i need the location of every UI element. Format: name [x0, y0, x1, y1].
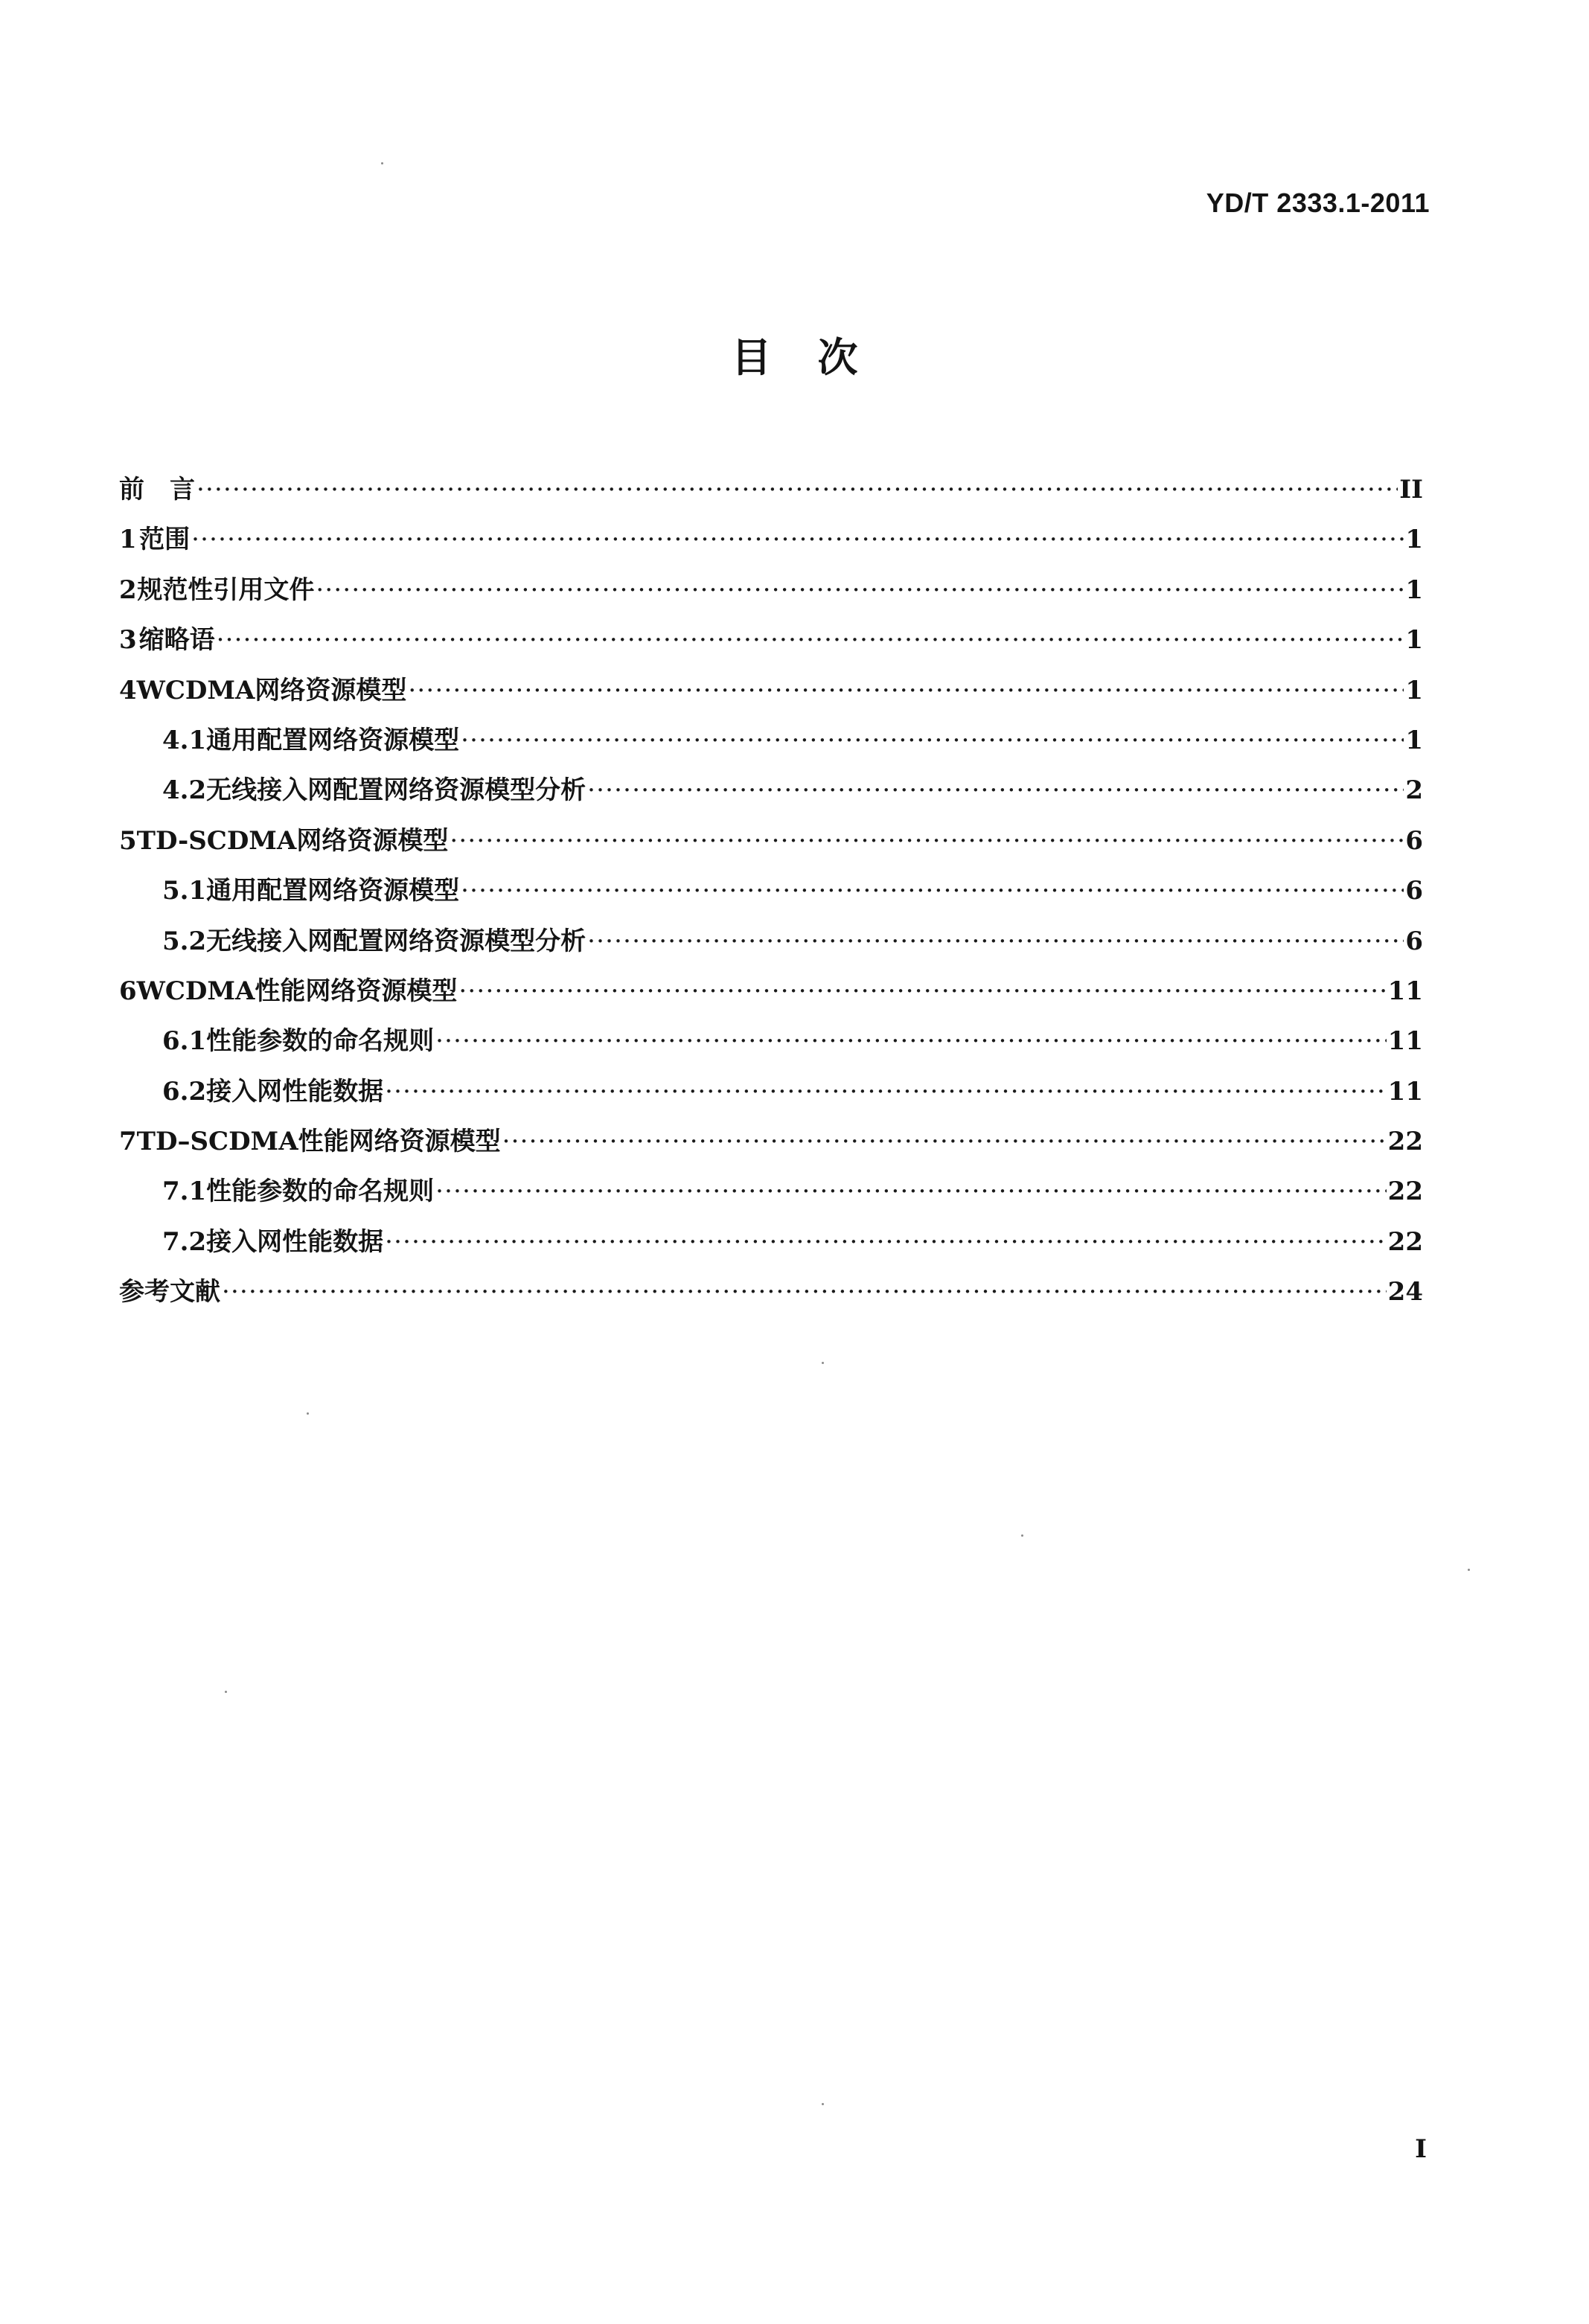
toc-entry-title: 范围 — [139, 525, 191, 555]
toc-entry-6-1[interactable] — [119, 1020, 1423, 1070]
toc-entry-number: 6.2 — [162, 1076, 207, 1107]
toc-entry-page: 1 — [1405, 574, 1423, 605]
toc-entry-title: 缩略语 — [138, 625, 215, 656]
toc-entry-title: WCDMA网络资源模型 — [136, 675, 407, 705]
toc-entry-number: 6.1 — [162, 1026, 207, 1057]
toc-entry-foreword[interactable] — [119, 469, 1423, 519]
toc-entry-title: 无线接入网配置网络资源模型分析 — [206, 775, 586, 806]
toc-entry-title: 性能参数的命名规则 — [206, 1026, 435, 1057]
toc-entry-title: 性能参数的命名规则 — [206, 1177, 435, 1207]
dot-leader — [587, 926, 1404, 956]
toc-entry-title: 接入网性能数据 — [206, 1226, 384, 1257]
dot-leader — [435, 1026, 1387, 1056]
toc-entry-6[interactable] — [119, 970, 1423, 1020]
toc-entry-number: 7.2 — [162, 1226, 207, 1257]
dot-leader — [587, 775, 1404, 805]
toc-entry-page: 11 — [1387, 976, 1423, 1006]
toc-entry-bibliography[interactable] — [119, 1271, 1423, 1321]
toc-entry-number: 2 — [119, 574, 137, 605]
toc-entry-page: 6 — [1405, 926, 1423, 956]
dot-leader — [461, 876, 1404, 906]
toc-entry-7-2[interactable] — [119, 1221, 1423, 1271]
toc-entry-title: 无线接入网配置网络资源模型分析 — [206, 926, 586, 956]
toc-entry-number: 5.1 — [162, 876, 207, 906]
dot-leader — [450, 826, 1404, 856]
scan-speck — [225, 1691, 227, 1693]
toc-entry-page: 22 — [1387, 1127, 1423, 1157]
toc-entry-title: 通用配置网络资源模型 — [206, 725, 460, 755]
footer-page-number: I — [1415, 2134, 1427, 2164]
toc-entry-5-2[interactable] — [119, 921, 1423, 970]
toc-entry-number: 5 — [119, 825, 137, 856]
toc-entry-page: 22 — [1387, 1177, 1423, 1207]
toc-entry-page: 2 — [1405, 775, 1423, 806]
dot-leader — [385, 1227, 1387, 1257]
dot-leader — [316, 575, 1404, 605]
standard-code: YD/T 2333.1-2011 — [1206, 188, 1430, 218]
toc-entry-number: 5.2 — [162, 926, 207, 956]
toc-entry-1[interactable] — [119, 519, 1423, 569]
dot-leader — [191, 525, 1404, 554]
toc-entry-number: 4.1 — [162, 725, 207, 755]
scan-speck — [381, 162, 383, 164]
toc-entry-3[interactable] — [119, 619, 1423, 669]
toc-entry-page: 6 — [1405, 825, 1423, 856]
toc-entry-7[interactable] — [119, 1121, 1423, 1171]
toc-entry-page: II — [1399, 475, 1423, 505]
dot-leader — [458, 976, 1386, 1006]
page-title: 目次 — [731, 334, 904, 381]
toc-entry-title: 通用配置网络资源模型 — [206, 876, 460, 906]
dot-leader — [222, 1277, 1387, 1307]
toc-entry-title: 规范性引用文件 — [137, 574, 315, 605]
toc-entry-title: TD-SCDMA网络资源模型 — [136, 825, 449, 856]
scan-speck — [822, 1362, 824, 1364]
dot-leader — [435, 1177, 1387, 1206]
scan-speck — [307, 1412, 309, 1415]
dot-leader — [196, 475, 1398, 505]
toc-entry-number: 3 — [119, 625, 137, 656]
toc-entry-5[interactable] — [119, 820, 1423, 870]
dot-leader — [461, 726, 1404, 755]
toc-entry-number: 4.2 — [162, 775, 207, 806]
toc-entry-number: 7 — [119, 1127, 137, 1157]
toc-entry-number: 4 — [119, 675, 137, 705]
toc-entry-page: 1 — [1405, 725, 1423, 755]
toc-entry-page: 6 — [1405, 876, 1423, 906]
toc-entry-number: 1 — [119, 525, 137, 555]
toc-entry-number: 6 — [119, 976, 137, 1006]
toc-entry-4[interactable] — [119, 670, 1423, 720]
toc-entry-number: 7.1 — [162, 1177, 207, 1207]
toc-entry-7-1[interactable] — [119, 1171, 1423, 1220]
toc-entry-4-2[interactable] — [119, 769, 1423, 819]
dot-leader — [385, 1077, 1387, 1107]
toc-entry-5-1[interactable] — [119, 870, 1423, 920]
dot-leader — [502, 1127, 1387, 1156]
scan-speck — [822, 2103, 824, 2105]
toc-entry-page: 11 — [1387, 1026, 1423, 1057]
toc-entry-6-2[interactable] — [119, 1071, 1423, 1121]
scan-speck — [1021, 1534, 1023, 1537]
toc-entry-page: 1 — [1405, 675, 1423, 705]
dot-leader — [408, 676, 1404, 705]
toc-entry-2[interactable] — [119, 569, 1423, 619]
table-of-contents — [119, 469, 1423, 1322]
toc-entry-title: WCDMA性能网络资源模型 — [136, 976, 458, 1006]
toc-entry-title: 参考文献 — [119, 1277, 220, 1307]
toc-entry-page: 24 — [1387, 1277, 1423, 1307]
toc-entry-4-1[interactable] — [119, 720, 1423, 769]
toc-entry-title: 前 言 — [119, 475, 195, 505]
toc-entry-title: 接入网性能数据 — [206, 1076, 384, 1107]
toc-entry-page: 22 — [1387, 1226, 1423, 1257]
toc-entry-page: 11 — [1387, 1076, 1423, 1107]
scan-speck — [1468, 1569, 1470, 1571]
toc-entry-title: TD–SCDMA性能网络资源模型 — [136, 1127, 501, 1157]
dot-leader — [217, 625, 1404, 655]
toc-entry-page: 1 — [1405, 625, 1423, 656]
toc-entry-page: 1 — [1405, 525, 1423, 555]
